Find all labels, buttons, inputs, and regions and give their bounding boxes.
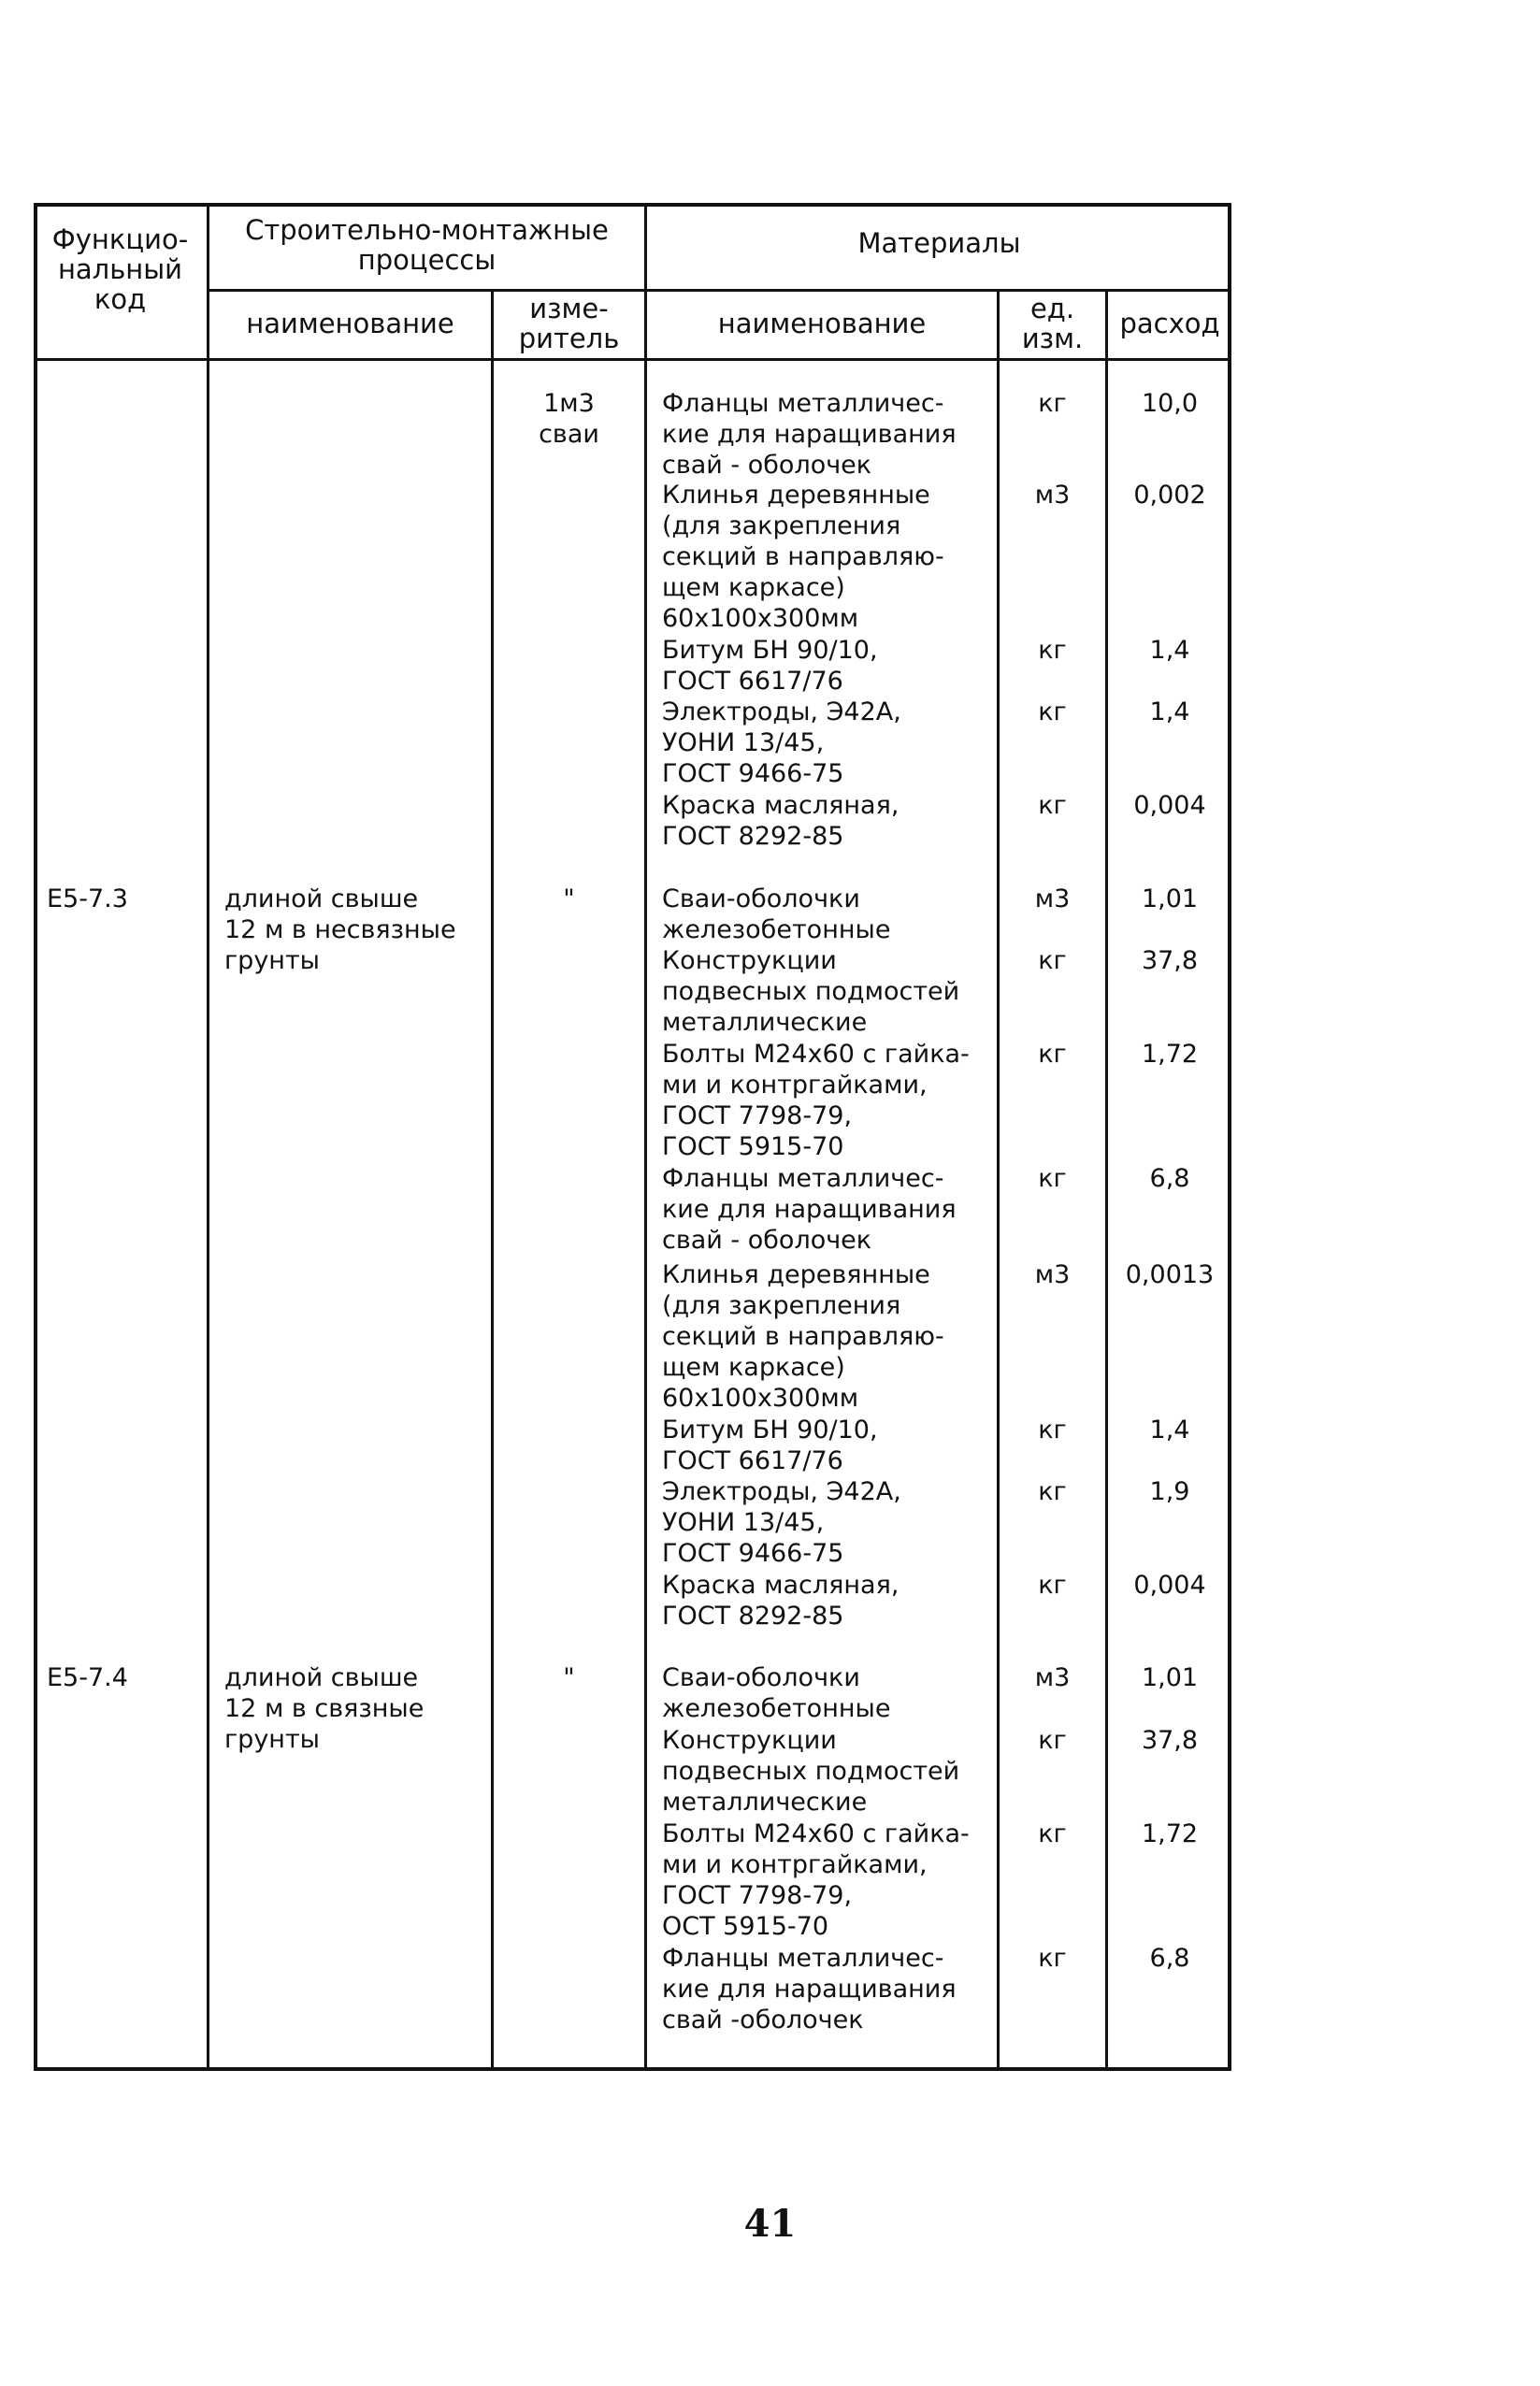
material-name-cell: Фланцы металличес- кие для наращивания свай -оболочек [662, 1944, 957, 2034]
header-measure: изме- ритель [518, 293, 620, 354]
material-unit-cell: кг [1038, 1819, 1067, 1848]
header-unit: ед. изм. [1021, 293, 1084, 354]
material-qty-cell: 1,4 [1149, 697, 1190, 726]
measure-cell: 1м3 сваи [539, 389, 599, 449]
material-name-cell: Клинья деревянные (для закрепления секций в направляю- щем каркасе) 60х100х300мм [662, 1260, 944, 1413]
header-proc-name: наименование [246, 308, 454, 339]
header-mat-name: наименование [717, 308, 927, 339]
col-divider-3 [644, 203, 647, 2071]
material-qty-cell: 0,0013 [1125, 1260, 1215, 1289]
material-qty-cell: 1,72 [1141, 1819, 1199, 1848]
material-name-cell: Краска масляная, ГОСТ 8292-85 [662, 1571, 900, 1631]
material-name-cell: Краска масляная, ГОСТ 8292-85 [662, 791, 900, 851]
material-qty-cell: 0,004 [1133, 791, 1206, 820]
process-name-cell: длиной свыше 12 м в несвязные грунты [224, 884, 456, 975]
material-unit-cell: кг [1038, 1726, 1067, 1755]
material-name-cell: Сваи-оболочки железобетонные [662, 1663, 891, 1723]
process-name-cell: длиной свыше 12 м в связные грунты [224, 1663, 425, 1754]
material-name-cell: Конструкции подвесных подмостей металлические [662, 1726, 960, 1817]
material-unit-cell: кг [1038, 697, 1067, 726]
measure-cell: " [563, 1663, 575, 1692]
header-func-code: Функцио- нальный код [51, 223, 189, 315]
func-code-cell: Е5-7.3 [47, 884, 128, 913]
header-subdivider [207, 289, 1231, 292]
material-name-cell: Конструкции подвесных подмостей металлические [662, 946, 960, 1037]
material-qty-cell: 1,4 [1149, 636, 1190, 665]
material-qty-cell: 1,72 [1141, 1040, 1199, 1069]
material-qty-cell: 0,004 [1133, 1571, 1206, 1600]
header-bottom-line [34, 358, 1231, 361]
header-processes: Строительно-монтажные процессы [245, 214, 609, 276]
material-unit-cell: кг [1038, 1944, 1067, 1973]
material-qty-cell: 0,002 [1133, 481, 1206, 510]
material-name-cell: Клинья деревянные (для закрепления секций в направляю- щем каркасе) 60х100х300мм [662, 481, 944, 633]
col-divider-2 [491, 290, 494, 2071]
material-name-cell: Болты М24х60 с гайка- ми и контргайками, ГОСТ 7798-79, ОСТ 5915-70 [662, 1819, 970, 1941]
material-qty-cell: 37,8 [1141, 1726, 1199, 1755]
material-qty-cell: 1,4 [1149, 1416, 1190, 1445]
material-unit-cell: м3 [1034, 884, 1071, 913]
material-name-cell: Электроды, Э42А, УОНИ 13/45, ГОСТ 9466-75 [662, 1477, 901, 1568]
material-qty-cell: 6,8 [1149, 1944, 1190, 1973]
material-unit-cell: кг [1038, 1571, 1067, 1600]
material-unit-cell: кг [1038, 946, 1067, 975]
material-name-cell: Битум БН 90/10, ГОСТ 6617/76 [662, 636, 878, 696]
header-materials: Материалы [857, 227, 1021, 259]
material-name-cell: Электроды, Э42А, УОНИ 13/45, ГОСТ 9466-75 [662, 697, 901, 788]
material-qty-cell: 1,01 [1141, 884, 1199, 913]
header-consumption: расход [1119, 308, 1220, 339]
material-qty-cell: 37,8 [1141, 946, 1199, 975]
material-qty-cell: 6,8 [1149, 1164, 1190, 1193]
func-code-cell: Е5-7.4 [47, 1663, 128, 1692]
material-unit-cell: м3 [1034, 1260, 1071, 1289]
material-qty-cell: 1,01 [1141, 1663, 1199, 1692]
material-name-cell: Болты М24х60 с гайка- ми и контргайками, ГОСТ 7798-79, ГОСТ 5915-70 [662, 1040, 970, 1161]
material-unit-cell: кг [1038, 636, 1067, 665]
measure-cell: " [563, 884, 575, 913]
material-unit-cell: кг [1038, 1477, 1067, 1506]
material-unit-cell: м3 [1034, 481, 1071, 510]
material-name-cell: Фланцы металличес- кие для наращивания свай - оболочек [662, 1164, 957, 1255]
material-unit-cell: м3 [1034, 1663, 1071, 1692]
material-unit-cell: кг [1038, 1164, 1067, 1193]
material-qty-cell: 1,9 [1149, 1477, 1190, 1506]
material-unit-cell: кг [1038, 1040, 1067, 1069]
material-qty-cell: 10,0 [1141, 389, 1199, 418]
page-number: 41 [743, 2202, 797, 2246]
material-name-cell: Сваи-оболочки железобетонные [662, 884, 891, 944]
material-unit-cell: кг [1038, 791, 1067, 820]
material-unit-cell: кг [1038, 389, 1067, 418]
material-unit-cell: кг [1038, 1416, 1067, 1445]
col-divider-1 [207, 203, 209, 2071]
material-name-cell: Фланцы металличес- кие для наращивания свай - оболочек [662, 389, 957, 480]
material-name-cell: Битум БН 90/10, ГОСТ 6617/76 [662, 1416, 878, 1475]
